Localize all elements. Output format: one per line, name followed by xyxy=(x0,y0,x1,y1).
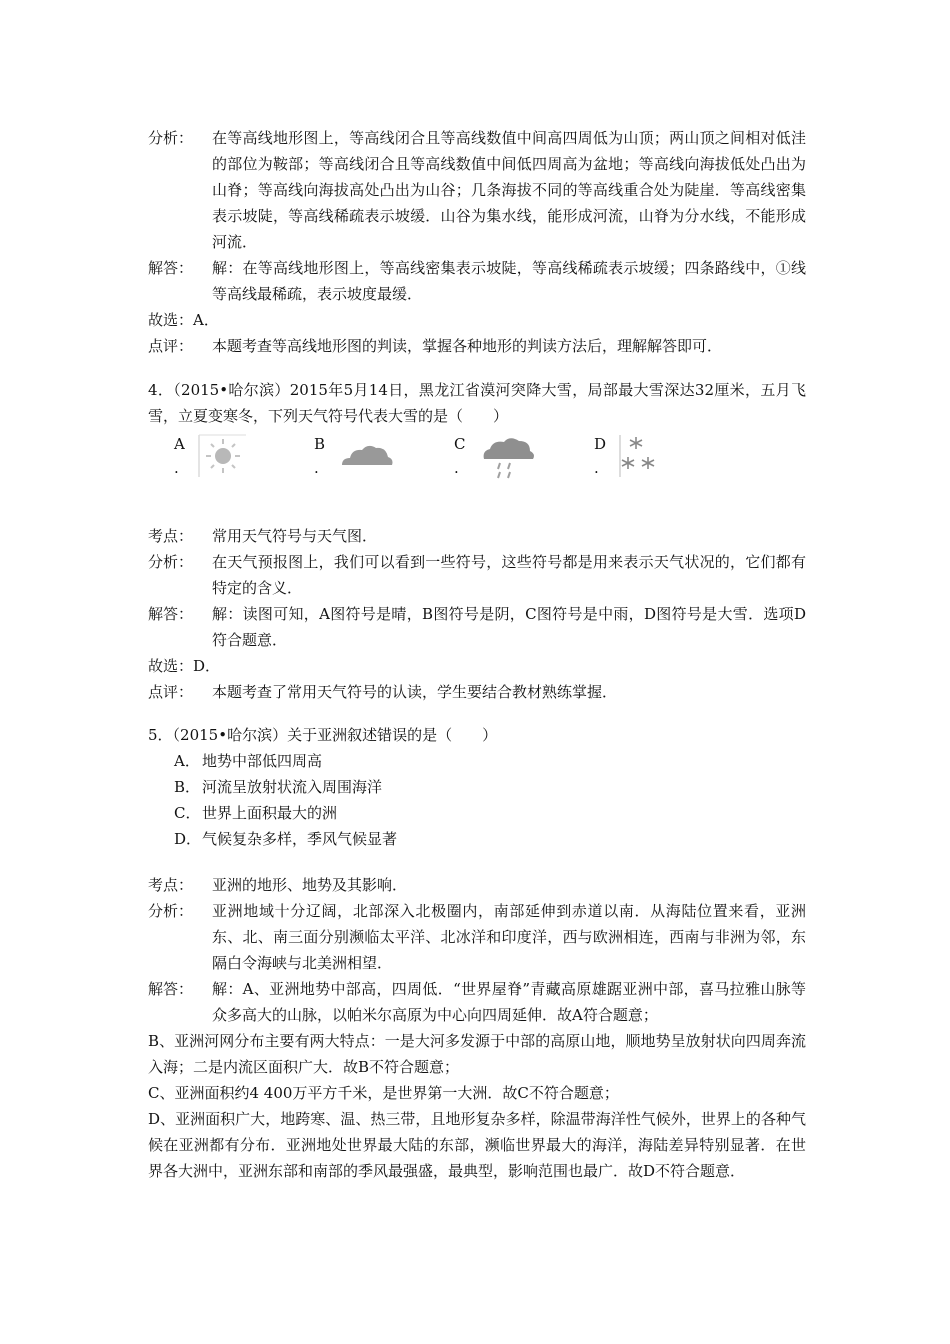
q4-solution xyxy=(148,523,806,705)
q4-point xyxy=(148,523,806,549)
option-letter: D． xyxy=(174,830,202,848)
q4-answer xyxy=(148,601,806,653)
answer-label: 解答： xyxy=(148,259,194,277)
answer-label: 解答： xyxy=(148,605,194,623)
option-text: 地势中部低四周高 xyxy=(202,752,323,770)
q3-comment xyxy=(148,333,806,359)
q3-analysis xyxy=(148,125,806,255)
rain-cloud-icon xyxy=(478,433,538,483)
analysis-label: 分析： xyxy=(148,902,194,920)
option-dot: . xyxy=(174,459,179,477)
q5-option-c xyxy=(148,800,806,826)
option-dot: . xyxy=(594,459,599,477)
option-text: 河流呈放射状流入周围海洋 xyxy=(202,778,383,796)
comment-label: 点评： xyxy=(148,683,194,701)
option-dot: . xyxy=(454,459,459,477)
analysis-text: 在天气预报图上，我们可以看到一些符号，这些符号都是用来表示天气状况的，它们都有特定的含义． xyxy=(212,553,806,597)
q5-answer-c: C、亚洲面积约4 400万平方千米，是世界第一大洲．故C不符合题意； xyxy=(148,1084,619,1102)
option-letter: A． xyxy=(174,752,200,770)
option-text: 世界上面积最大的洲 xyxy=(202,804,338,822)
q5-option-a xyxy=(148,748,806,774)
option-letter: D xyxy=(594,435,607,453)
option-letter: A xyxy=(174,435,185,453)
q4-option-d xyxy=(568,431,708,489)
option-letter: B xyxy=(314,435,326,453)
q5-block xyxy=(148,722,806,852)
q4-options xyxy=(148,431,806,489)
answer-text: 解：A、亚洲地势中部高，四周低．“世界屋脊”青藏高原雄踞亚洲中部，喜马拉雅山脉等众多高大的山脉，以帕米尔高原为中心向四周延伸．故A符合题意； xyxy=(212,980,806,1024)
answer-text: 解：在等高线地形图上，等高线密集表示坡陡，等高线稀疏表示坡缓；四条路线中，①线等高线最稀疏，表示坡度最缓． xyxy=(212,259,806,303)
option-text: 气候复杂多样，季风气候显著 xyxy=(202,830,398,848)
option-letter: C． xyxy=(174,804,201,822)
point-label: 考点： xyxy=(148,876,194,894)
option-letter: C xyxy=(454,435,466,453)
q5-answer-b: B、亚洲河网分布主要有两大特点：一是大河多发源于中部的高原山地，顺地势呈放射状向四周奔流入海；二是内流区面积广大．故B不符合题意； xyxy=(148,1032,806,1076)
q5-answer-d: D、亚洲面积广大，地跨寒、温、热三带，且地形复杂多样，除温带海洋性气候外，世界上的各种气候在亚洲都有分布．亚洲地处世界最大陆的东部，濒临世界最大的海洋，海陆差异特别显著．在世界各大洲中，亚洲东部和南部的季风最强盛，最典型，影响范围也最广．故D不符合题意． xyxy=(148,1110,806,1180)
cloud-icon xyxy=(338,433,398,479)
analysis-text: 亚洲地域十分辽阔，北部深入北极圈内，南部延伸到赤道以南．从海陆位置来看，亚洲东、北、南三面分别濒临太平洋、北冰洋和印度洋，西与欧洲相连，西南与非洲为邻，东隔白令海峡与北美洲相望． xyxy=(212,902,806,972)
comment-text: 本题考查等高线地形图的判读，掌握各种地形的判读方法后，理解解答即可． xyxy=(212,337,723,355)
option-letter: B． xyxy=(174,778,201,796)
q4-analysis xyxy=(148,549,806,601)
q5-stem: 5．（2015•哈尔滨）关于亚洲叙述错误的是（ ） xyxy=(148,726,498,744)
comment-label: 点评： xyxy=(148,337,194,355)
q3-choice: 故选：A． xyxy=(148,311,219,329)
analysis-label: 分析： xyxy=(148,129,194,147)
q5-analysis xyxy=(148,898,806,976)
analysis-label: 分析： xyxy=(148,553,194,571)
q4-comment xyxy=(148,679,806,705)
point-text: 亚洲的地形、地势及其影响． xyxy=(212,876,408,894)
q4-option-c xyxy=(428,431,568,489)
option-dot: . xyxy=(314,459,319,477)
q3-solution xyxy=(148,125,806,255)
q5-point xyxy=(148,872,806,898)
q5-answer xyxy=(148,976,806,1028)
q4-stem: 4．（2015•哈尔滨）2015年5月14日，黑龙江省漠河突降大雪，局部最大雪深达32厘米，五月飞雪，立夏变寒冬，下列天气符号代表大雪的是（ ） xyxy=(148,381,806,425)
answer-text: 解：读图可知，A图符号是晴，B图符号是阴，C图符号是中雨，D图符号是大雪．选项D符合题意． xyxy=(212,605,806,649)
q4-option-a xyxy=(148,431,288,489)
q4-block xyxy=(148,377,806,493)
q3-answer-block xyxy=(148,255,806,359)
sun-icon xyxy=(198,433,248,479)
q5-option-d xyxy=(148,826,806,852)
comment-text: 本题考查了常用天气符号的认读，学生要结合教材熟练掌握． xyxy=(212,683,618,701)
q5-solution xyxy=(148,872,806,1184)
q4-option-b xyxy=(288,431,428,489)
snowflake-icon xyxy=(618,433,668,479)
point-label: 考点： xyxy=(148,527,194,545)
point-text: 常用天气符号与天气图． xyxy=(212,527,378,545)
answer-label: 解答： xyxy=(148,980,194,998)
q4-choice: 故选：D． xyxy=(148,657,221,675)
analysis-text: 在等高线地形图上，等高线闭合且等高线数值中间高四周低为山顶；两山顶之间相对低洼的部位为鞍部；等高线闭合且等高线数值中间低四周高为盆地；等高线向海拔低处凸出为山脊；等高线向海拔高处凸出为山谷；几条海拔不同的等高线重合处为陡崖．等高线密集表示坡陡，等高线稀疏表示坡缓．山谷为集水线，能形成河流，山脊为分水线，不能形成河流． xyxy=(212,129,806,251)
q5-option-b xyxy=(148,774,806,800)
q3-answer xyxy=(148,255,806,307)
